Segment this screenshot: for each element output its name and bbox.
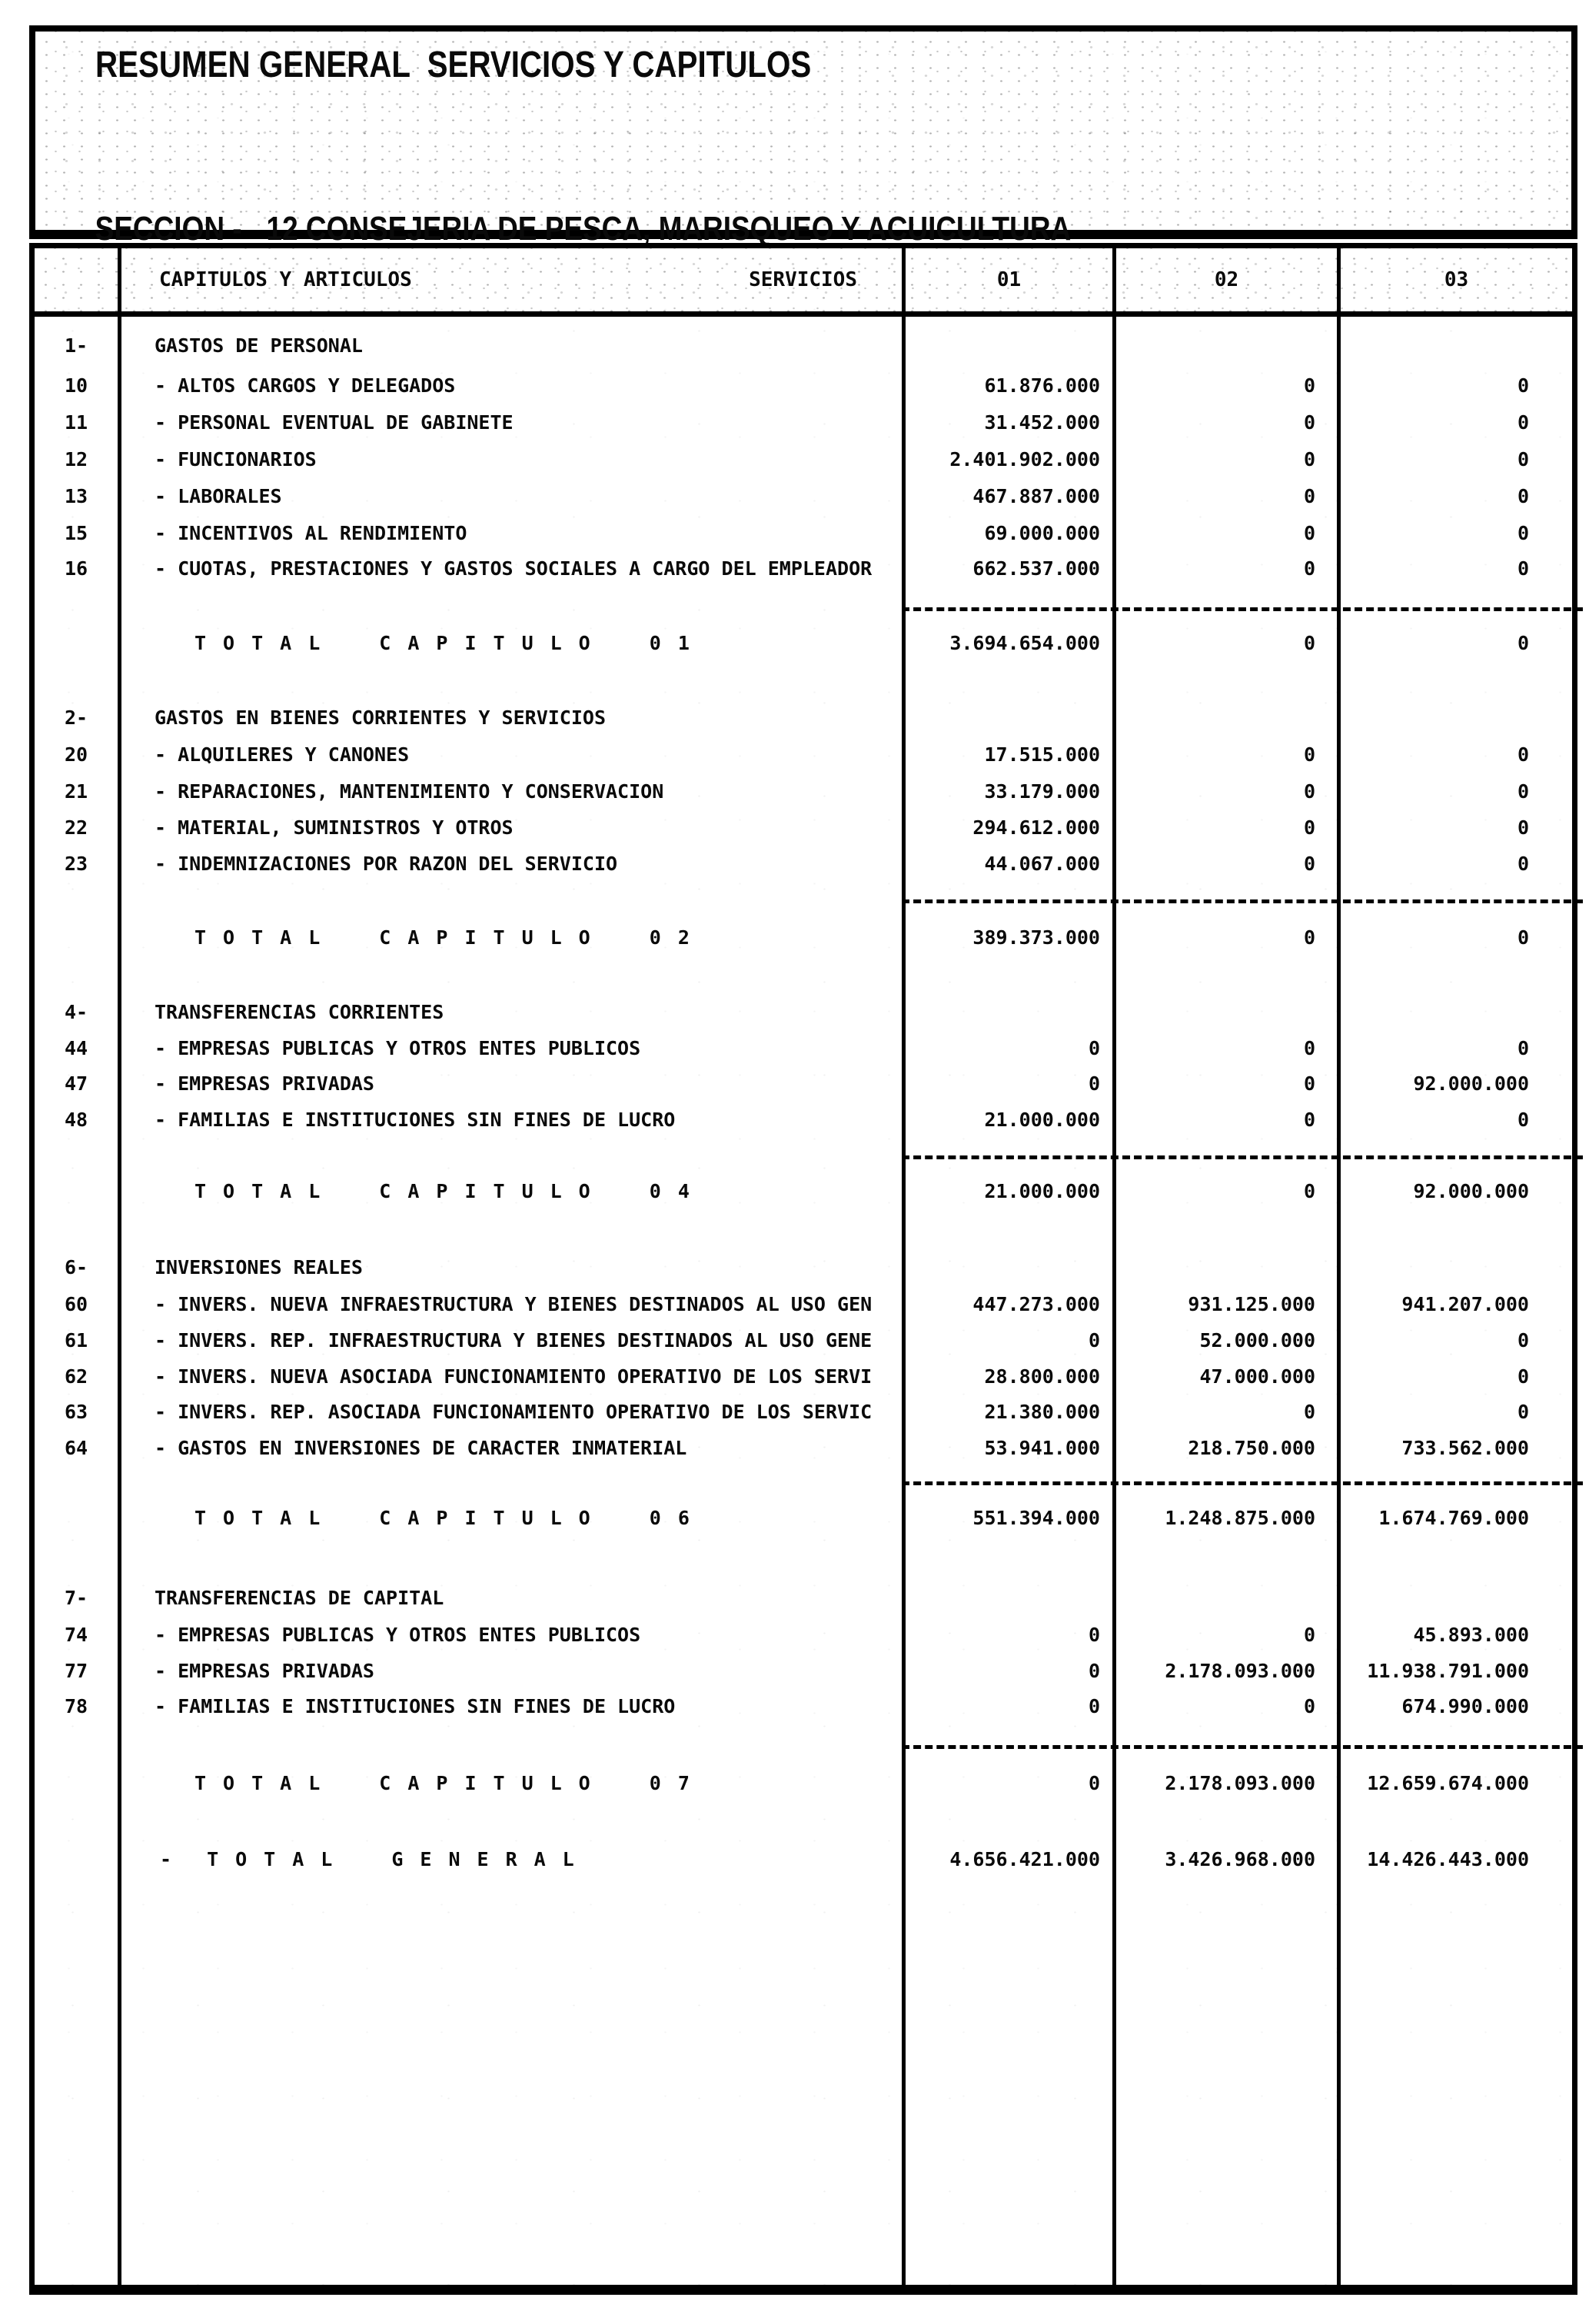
row-code: 23: [64, 853, 88, 875]
value-03: 0: [1517, 926, 1529, 949]
value-01: 21.000.000: [984, 1180, 1100, 1202]
table-header-row: [35, 248, 1572, 317]
item-row: [35, 1066, 1572, 1102]
item-row: [35, 810, 1572, 846]
value-03: 674.990.000: [1401, 1695, 1529, 1717]
item-row: [35, 736, 1572, 773]
value-03: 0: [1517, 522, 1529, 544]
row-code: 61: [64, 1329, 88, 1352]
total-row: [35, 1500, 1572, 1537]
dashed-separator: [902, 1745, 1583, 1749]
value-02: 0: [1303, 1072, 1315, 1095]
value-03: 1.674.769.000: [1378, 1507, 1529, 1529]
value-02: 0: [1303, 1109, 1315, 1131]
item-row: [35, 1653, 1572, 1690]
item-row: [35, 515, 1572, 552]
value-01: 0: [1088, 1660, 1100, 1682]
row-label: - CUOTAS, PRESTACIONES Y GASTOS SOCIALES A CARGO DEL EMPLEADOR: [155, 557, 873, 580]
row-label: - INVERS. REP. ASOCIADA FUNCIONAMIENTO OPERATIVO DE LOS SERVIC: [155, 1401, 873, 1423]
value-01: 28.800.000: [984, 1365, 1100, 1388]
value-03: 45.893.000: [1413, 1624, 1529, 1646]
item-row: [35, 1030, 1572, 1067]
row-code: 7-: [64, 1587, 88, 1609]
value-02: 931.125.000: [1188, 1293, 1315, 1315]
total-label: TOTAL CAPITULO 01: [194, 632, 706, 654]
row-label: - EMPRESAS PUBLICAS Y OTROS ENTES PUBLICOS: [155, 1037, 641, 1059]
row-code: 78: [64, 1695, 88, 1717]
value-03: 0: [1517, 780, 1529, 803]
value-03: 941.207.000: [1401, 1293, 1529, 1315]
value-02: 0: [1303, 1180, 1315, 1202]
value-02: 0: [1303, 780, 1315, 803]
row-label: - FAMILIAS E INSTITUCIONES SIN FINES DE LUCRO: [155, 1109, 676, 1131]
value-02: 218.750.000: [1188, 1437, 1315, 1459]
row-code: 12: [64, 448, 88, 470]
grand-total-label: TOTAL GENERAL: [207, 1848, 591, 1870]
value-01: 294.612.000: [972, 816, 1100, 839]
total-label: TOTAL CAPITULO 04: [194, 1180, 706, 1202]
total-row: [35, 1765, 1572, 1802]
col-header-servicios: SERVICIOS: [749, 268, 857, 291]
value-01: 0: [1088, 1624, 1100, 1646]
col-header-03: 03: [1444, 268, 1469, 291]
row-label: - INDEMNIZACIONES POR RAZON DEL SERVICIO: [155, 853, 618, 875]
row-code: 64: [64, 1437, 88, 1459]
item-row: [35, 1430, 1572, 1467]
value-01: 17.515.000: [984, 743, 1100, 766]
dashed-separator: [902, 1481, 1583, 1485]
row-label: - REPARACIONES, MANTENIMIENTO Y CONSERVACION: [155, 780, 664, 803]
item-row: [35, 550, 1572, 587]
value-01: 21.000.000: [984, 1109, 1100, 1131]
value-03: 0: [1517, 632, 1529, 654]
grand-total-dash: -: [160, 1848, 172, 1870]
value-02: 0: [1303, 743, 1315, 766]
value-01: 33.179.000: [984, 780, 1100, 803]
value-01: 467.887.000: [972, 485, 1100, 507]
row-code: 74: [64, 1624, 88, 1646]
value-02: 0: [1303, 557, 1315, 580]
value-01: 61.876.000: [984, 374, 1100, 397]
dashed-separator: [902, 899, 1583, 903]
grand-total-row: [35, 1841, 1572, 1878]
total-row: [35, 1173, 1572, 1210]
row-label: - INCENTIVOS AL RENDIMIENTO: [155, 522, 467, 544]
row-label: - INVERS. REP. INFRAESTRUCTURA Y BIENES DESTINADOS AL USO GENE: [155, 1329, 873, 1352]
item-row: [35, 404, 1572, 441]
value-01: 31.452.000: [984, 411, 1100, 434]
row-code: 21: [64, 780, 88, 803]
value-01: 0: [1088, 1329, 1100, 1352]
value-03: 92.000.000: [1413, 1180, 1529, 1202]
total-label: TOTAL CAPITULO 02: [194, 926, 706, 949]
item-row: [35, 367, 1572, 404]
value-02: 1.248.875.000: [1165, 1507, 1315, 1529]
section-header-row: [35, 1249, 1572, 1286]
item-row: [35, 1617, 1572, 1654]
section-name: 12 CONSEJERIA DE PESCA, MARISQUEO Y ACUICULTURA: [266, 210, 1072, 248]
dashed-separator: [902, 1155, 1583, 1159]
value-03: 0: [1517, 1037, 1529, 1059]
value-03: 0: [1517, 1401, 1529, 1423]
col-header-capitulos: CAPITULOS Y ARTICULOS: [159, 268, 412, 291]
total-row: [35, 919, 1572, 956]
value-03: 0: [1517, 816, 1529, 839]
row-label: - PERSONAL EVENTUAL DE GABINETE: [155, 411, 514, 434]
value-03: 0: [1517, 853, 1529, 875]
row-label: - INVERS. NUEVA INFRAESTRUCTURA Y BIENES DESTINADOS AL USO GEN: [155, 1293, 873, 1315]
row-code: 15: [64, 522, 88, 544]
value-03: 0: [1517, 743, 1529, 766]
value-02: 0: [1303, 1624, 1315, 1646]
row-code: 16: [64, 557, 88, 580]
row-code: 13: [64, 485, 88, 507]
value-01: 551.394.000: [972, 1507, 1100, 1529]
value-01: 447.273.000: [972, 1293, 1100, 1315]
value-02: 0: [1303, 1695, 1315, 1717]
budget-table: [29, 243, 1577, 2295]
value-02: 0: [1303, 485, 1315, 507]
value-03: 0: [1517, 448, 1529, 470]
row-code: 20: [64, 743, 88, 766]
value-03: 11.938.791.000: [1367, 1660, 1529, 1682]
item-row: [35, 1102, 1572, 1139]
value-03: 14.426.443.000: [1367, 1848, 1529, 1870]
value-03: 0: [1517, 557, 1529, 580]
row-label: - INVERS. NUEVA ASOCIADA FUNCIONAMIENTO OPERATIVO DE LOS SERVI: [155, 1365, 873, 1388]
col-header-01: 01: [996, 268, 1022, 291]
value-01: 0: [1088, 1072, 1100, 1095]
value-01: 69.000.000: [984, 522, 1100, 544]
value-01: 4.656.421.000: [949, 1848, 1100, 1870]
value-01: 3.694.654.000: [949, 632, 1100, 654]
row-code: 60: [64, 1293, 88, 1315]
value-01: 0: [1088, 1037, 1100, 1059]
row-label: - ALQUILERES Y CANONES: [155, 743, 410, 766]
value-02: 0: [1303, 522, 1315, 544]
value-01: 44.067.000: [984, 853, 1100, 875]
grand-total-cell: [118, 1841, 902, 1878]
value-02: 2.178.093.000: [1165, 1772, 1315, 1794]
value-02: 0: [1303, 1401, 1315, 1423]
value-02: 3.426.968.000: [1165, 1848, 1315, 1870]
value-02: 47.000.000: [1199, 1365, 1315, 1388]
row-code: 48: [64, 1109, 88, 1131]
total-label: TOTAL CAPITULO 07: [194, 1772, 706, 1794]
row-code: 1-: [64, 334, 88, 357]
row-code: 62: [64, 1365, 88, 1388]
item-row: [35, 1286, 1572, 1323]
row-label: - GASTOS EN INVERSIONES DE CARACTER INMATERIAL: [155, 1437, 687, 1459]
row-label: - EMPRESAS PRIVADAS: [155, 1072, 374, 1095]
section-title: INVERSIONES REALES: [155, 1256, 363, 1278]
col-header-02: 02: [1214, 268, 1239, 291]
row-label: - EMPRESAS PUBLICAS Y OTROS ENTES PUBLICOS: [155, 1624, 641, 1646]
row-code: 10: [64, 374, 88, 397]
item-row: [35, 1394, 1572, 1431]
value-02: 0: [1303, 374, 1315, 397]
value-03: 0: [1517, 411, 1529, 434]
value-03: 733.562.000: [1401, 1437, 1529, 1459]
value-01: 0: [1088, 1695, 1100, 1717]
value-02: 0: [1303, 816, 1315, 839]
value-01: 0: [1088, 1772, 1100, 1794]
value-02: 0: [1303, 448, 1315, 470]
row-code: 22: [64, 816, 88, 839]
row-label: - ALTOS CARGOS Y DELEGADOS: [155, 374, 456, 397]
section-label: SECCION -: [95, 210, 242, 248]
total-label: TOTAL CAPITULO 06: [194, 1507, 706, 1529]
row-label: - FUNCIONARIOS: [155, 448, 317, 470]
row-code: 11: [64, 411, 88, 434]
section-title: GASTOS EN BIENES CORRIENTES Y SERVICIOS: [155, 707, 606, 729]
item-row: [35, 1688, 1572, 1725]
value-02: 52.000.000: [1199, 1329, 1315, 1352]
value-03: 0: [1517, 1329, 1529, 1352]
section-header-row: [35, 1580, 1572, 1617]
value-02: 2.178.093.000: [1165, 1660, 1315, 1682]
value-02: 0: [1303, 411, 1315, 434]
item-row: [35, 1322, 1572, 1359]
value-01: 2.401.902.000: [949, 448, 1100, 470]
section-header-row: [35, 700, 1572, 736]
value-01: 53.941.000: [984, 1437, 1100, 1459]
report-header-box: [29, 25, 1577, 248]
value-03: 0: [1517, 1109, 1529, 1131]
row-code: 4-: [64, 1001, 88, 1023]
value-03: 12.659.674.000: [1367, 1772, 1529, 1794]
value-01: 389.373.000: [972, 926, 1100, 949]
value-02: 0: [1303, 632, 1315, 654]
dashed-separator: [902, 607, 1583, 611]
row-label: - FAMILIAS E INSTITUCIONES SIN FINES DE LUCRO: [155, 1695, 676, 1717]
item-row: [35, 773, 1572, 810]
row-code: 77: [64, 1660, 88, 1682]
section-title: GASTOS DE PERSONAL: [155, 334, 363, 357]
report-title: RESUMEN GENERAL SERVICIOS Y CAPITULOS: [95, 45, 812, 85]
item-row: [35, 478, 1572, 515]
row-code: 47: [64, 1072, 88, 1095]
row-code: 63: [64, 1401, 88, 1423]
value-03: 0: [1517, 485, 1529, 507]
section-header-row: [35, 994, 1572, 1031]
row-code: 2-: [64, 707, 88, 729]
value-01: 662.537.000: [972, 557, 1100, 580]
value-03: 92.000.000: [1413, 1072, 1529, 1095]
row-label: - LABORALES: [155, 485, 282, 507]
value-02: 0: [1303, 1037, 1315, 1059]
value-01: 21.380.000: [984, 1401, 1100, 1423]
item-row: [35, 846, 1572, 883]
section-title: TRANSFERENCIAS DE CAPITAL: [155, 1587, 444, 1609]
value-03: 0: [1517, 1365, 1529, 1388]
value-02: 0: [1303, 853, 1315, 875]
section-title: TRANSFERENCIAS CORRIENTES: [155, 1001, 444, 1023]
total-row: [35, 625, 1572, 662]
row-label: - MATERIAL, SUMINISTROS Y OTROS: [155, 816, 514, 839]
row-label: - EMPRESAS PRIVADAS: [155, 1660, 374, 1682]
value-03: 0: [1517, 374, 1529, 397]
item-row: [35, 1358, 1572, 1395]
item-row: [35, 441, 1572, 478]
row-code: 44: [64, 1037, 88, 1059]
section-header-row: [35, 327, 1572, 364]
value-02: 0: [1303, 926, 1315, 949]
row-code: 6-: [64, 1256, 88, 1278]
